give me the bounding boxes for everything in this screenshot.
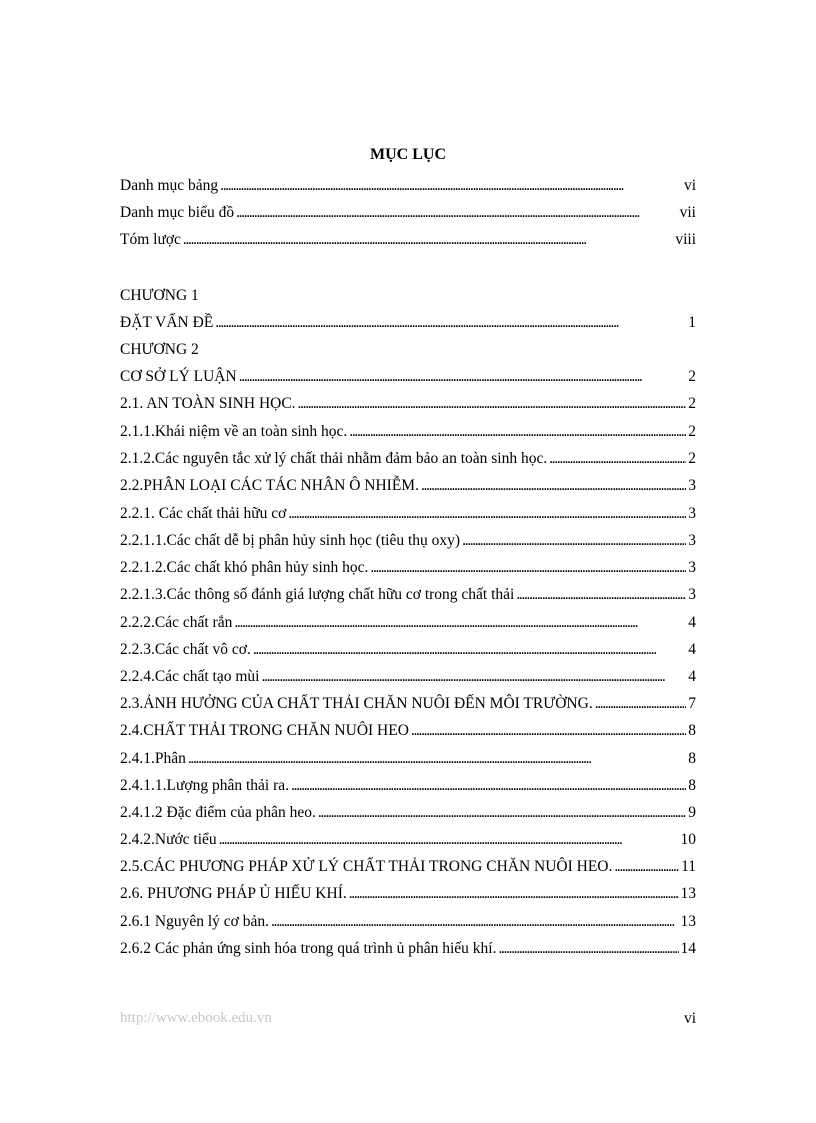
- toc-entry-page: 3: [688, 532, 696, 549]
- toc-entry-page: 3: [688, 505, 696, 522]
- toc-entry-page: 4: [688, 668, 696, 685]
- toc-entry-page: 9: [688, 804, 696, 821]
- toc-entry-page: 3: [688, 559, 696, 576]
- toc-entry-list-of-tables[interactable]: [120, 175, 696, 197]
- footer-url-watermark: http://www.ebook.edu.vn: [120, 1010, 272, 1026]
- toc-entry[interactable]: [120, 856, 696, 878]
- toc-entry-label: 2.4.CHẤT THẢI TRONG CHĂN NUÔI HEO: [120, 722, 409, 739]
- toc-entry[interactable]: [120, 802, 696, 824]
- toc-leader-dots: [349, 421, 686, 443]
- toc-leader-dots: [298, 393, 687, 415]
- toc-entry-page: 2: [688, 423, 696, 440]
- toc-entry-page: 8: [688, 777, 696, 794]
- toc-entry-page: 2: [688, 450, 696, 467]
- toc-leader-dots: [236, 202, 678, 224]
- toc-entry-page: 1: [688, 314, 696, 331]
- toc-entry-label: 2.6.1 Nguyên lý cơ bản.: [120, 913, 269, 930]
- toc-entry[interactable]: [120, 503, 696, 525]
- toc-entry-page: vi: [683, 177, 696, 194]
- toc-leader-dots: [239, 366, 687, 388]
- toc-entry[interactable]: [120, 829, 696, 851]
- toc-entry[interactable]: [120, 612, 696, 634]
- toc-leader-dots: [462, 530, 686, 552]
- toc-entry-page: 8: [688, 722, 696, 739]
- toc-leader-dots: [291, 775, 686, 797]
- toc-entry-label: Tóm lược: [120, 231, 181, 248]
- toc-leader-dots: [411, 720, 686, 742]
- toc-entry-label: Danh mục biểu đồ: [120, 204, 235, 221]
- toc-entry[interactable]: [120, 557, 696, 579]
- toc-entry[interactable]: [120, 938, 696, 960]
- toc-entry-label: ĐẶT VẤN ĐỀ: [120, 314, 214, 331]
- toc-entry[interactable]: [120, 584, 696, 606]
- toc-entry-label: 2.6. PHƯƠNG PHÁP Ủ HIẾU KHÍ.: [120, 885, 347, 902]
- toc-entry-label: Danh mục bảng: [120, 177, 219, 194]
- toc-entry-page: 8: [688, 750, 696, 767]
- toc-entry-summary[interactable]: [120, 229, 696, 251]
- toc-entry-label: 2.3.ẢNH HƯỞNG CỦA CHẤT THẢI CHĂN NUÔI ĐẾN MÔI TRƯỜNG.: [120, 695, 593, 712]
- toc-entry[interactable]: [120, 448, 696, 470]
- toc-leader-dots: [349, 883, 679, 905]
- toc-entry-page: 3: [688, 477, 696, 494]
- toc-leader-dots: [253, 639, 686, 661]
- toc-leader-dots: [498, 938, 678, 960]
- toc-entry-page: vii: [679, 204, 696, 221]
- toc-leader-dots: [421, 475, 686, 497]
- toc-entry[interactable]: [120, 775, 696, 797]
- toc-entry-label: 2.2.2.Các chất rắn: [120, 614, 233, 631]
- toc-entry[interactable]: [120, 393, 696, 415]
- toc-leader-dots: [183, 229, 673, 251]
- toc-entry-page: 2: [688, 395, 696, 412]
- toc-entry-page: 14: [680, 940, 696, 957]
- footer-page-number: vi: [683, 1010, 696, 1027]
- toc-entry[interactable]: [120, 748, 696, 770]
- toc-leader-dots: [288, 503, 686, 525]
- toc-entry[interactable]: [120, 530, 696, 552]
- toc-entry-label: 2.4.1.2 Đặc điểm của phân heo.: [120, 804, 316, 821]
- chapter-1-heading: CHƯƠNG 1: [120, 287, 199, 304]
- toc-leader-dots: [549, 448, 686, 470]
- toc-entry-page: viii: [675, 231, 696, 248]
- toc-entry-label: 2.6.2 Các phản ứng sinh hóa trong quá trình ủ phân hiếu khí.: [120, 940, 497, 957]
- toc-entry[interactable]: [120, 720, 696, 742]
- toc-entry-label: 2.2.1.1.Các chất dễ bị phân hủy sinh học (tiêu thụ oxy): [120, 532, 461, 549]
- toc-leader-dots: [220, 175, 682, 197]
- toc-leader-dots: [318, 802, 686, 824]
- toc-entry[interactable]: [120, 911, 696, 933]
- toc-entry-label: 2.5.CÁC PHƯƠNG PHÁP XỬ LÝ CHẤT THẢI TRONG CHĂN NUÔI HEO.: [120, 858, 613, 875]
- chapter-2-heading: CHƯƠNG 2: [120, 341, 199, 358]
- toc-entry-page: 13: [680, 913, 696, 930]
- toc-entry-page: 7: [688, 695, 696, 712]
- toc-entry-page: 4: [688, 641, 696, 658]
- toc-entry-label: 2.4.1.Phân: [120, 750, 186, 767]
- toc-entry-page: 10: [680, 831, 696, 848]
- toc-entry-label: 2.4.1.1.Lượng phân thải ra.: [120, 777, 289, 794]
- toc-entry[interactable]: [120, 693, 696, 715]
- toc-entry-label: 2.1.1.Khái niệm về an toàn sinh học.: [120, 423, 348, 440]
- toc-leader-dots: [614, 856, 679, 878]
- toc-entry-page: 3: [688, 586, 696, 603]
- toc-entry[interactable]: [120, 666, 696, 688]
- toc-leader-dots: [261, 666, 686, 688]
- toc-entry[interactable]: [120, 883, 696, 905]
- toc-leader-dots: [215, 312, 686, 334]
- toc-entry-label: 2.1. AN TOÀN SINH HỌC.: [120, 395, 296, 412]
- toc-entry[interactable]: [120, 366, 696, 388]
- toc-leader-dots: [370, 557, 686, 579]
- toc-entry-label: 2.2.1.3.Các thông số đánh giá lượng chất hữu cơ trong chất thải: [120, 586, 515, 603]
- toc-entry[interactable]: [120, 639, 696, 661]
- toc-entry-list-of-charts[interactable]: [120, 202, 696, 224]
- toc-entry-label: 2.4.2.Nước tiểu: [120, 831, 217, 848]
- toc-entry-label: 2.2.1. Các chất thải hữu cơ: [120, 505, 287, 522]
- toc-leader-dots: [234, 612, 686, 634]
- toc-entry-page: 4: [688, 614, 696, 631]
- toc-leader-dots: [188, 748, 686, 770]
- toc-entry-label: 2.2.1.2.Các chất khó phân hủy sinh học.: [120, 559, 369, 576]
- toc-leader-dots: [595, 693, 687, 715]
- page-title: MỤC LỤC: [370, 146, 446, 163]
- toc-entry-label: 2.2.4.Các chất tạo mùi: [120, 668, 260, 685]
- toc-entry-label: 2.2.3.Các chất vô cơ.: [120, 641, 251, 658]
- toc-leader-dots: [516, 584, 686, 606]
- toc-entry[interactable]: [120, 421, 696, 443]
- toc-entry-page: 2: [688, 368, 696, 385]
- toc-leader-dots: [219, 829, 679, 851]
- toc-entry-label: 2.2.PHÂN LOẠI CÁC TÁC NHÂN Ô NHIỄM.: [120, 477, 419, 494]
- toc-entry-chapter-1[interactable]: [120, 312, 696, 334]
- toc-entry-page: 13: [680, 885, 696, 902]
- toc-entry[interactable]: [120, 475, 696, 497]
- toc-entry-label: CƠ SỞ LÝ LUẬN: [120, 368, 237, 385]
- toc-entry-label: 2.1.2.Các nguyên tắc xử lý chất thải nhằm đảm bảo an toàn sinh học.: [120, 450, 548, 467]
- toc-leader-dots: [271, 911, 679, 933]
- toc-entry-page: 11: [681, 858, 696, 875]
